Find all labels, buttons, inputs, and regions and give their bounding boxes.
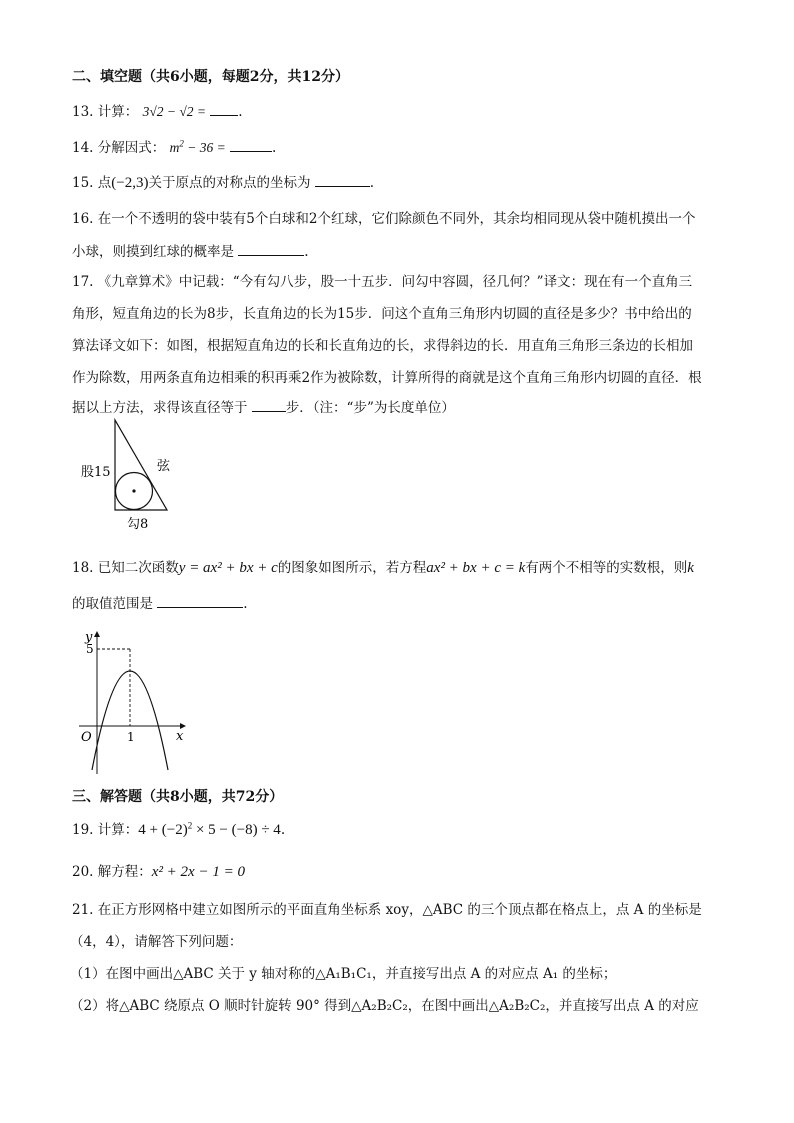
q17-text-5a: 据以上方法，求得该直径等于 [72,400,248,416]
q14-end: . [271,140,277,156]
question-18-line-1 [72,556,694,577]
q19-exponent: 2 [187,820,193,831]
q14-lead: 分解因式： [97,140,166,156]
q19-lead: 计算： [97,822,139,838]
q21-number: 21. [72,902,94,918]
question-21-line-1 [72,898,702,918]
q18-number: 18. [72,560,94,576]
q19-end: . [280,822,286,838]
question-17-line-2: 角形，短直角边的长为8步，长直角边的长为15步．问这个直角三角形内切圆的直径是多少？书中给出的 [72,306,692,322]
question-17-line-5 [72,396,455,416]
q19-expression-2: × 5 − (−8) ÷ 4 [192,822,281,838]
q17-triangle-figure [75,415,185,540]
q13-answer-blank[interactable] [210,103,238,116]
question-15 [72,171,374,192]
q13-lead: 计算： [97,104,139,120]
y-axis-label: y [85,630,93,645]
q19-number: 19. [72,822,94,838]
q15-number: 15. [72,175,94,191]
q15-answer-blank[interactable] [315,174,370,187]
question-18-line-2 [72,592,248,612]
question-21-part-2: （2）将△ABC 绕原点 O 顺时针旋转 90° 得到△A₂B₂C₂，在图中画出△A₂B₂C₂，并直接写出点 A 的对应 [70,998,699,1014]
q20-equation: x² + 2x − 1 = 0 [151,864,245,880]
q17-text-5b: 步．（注：“步”为长度单位） [285,400,455,416]
label-gou: 勾8 [127,517,149,532]
q18-mid: 的图象如图所示，若方程 [277,560,427,576]
question-19 [72,818,285,839]
q20-number: 20. [72,864,94,880]
q15-end: . [369,175,375,191]
q16-text-2: 小球，则摸到红球的概率是 [72,244,234,260]
question-21-line-2: （4，4），请解答下列问题： [70,934,243,950]
q18-mid2: 有两个不相等的实数根，则 [525,560,688,576]
q21-text-1: 在正方形网格中建立如图所示的平面直角坐标系 xoy，△ABC 的三个顶点都在格点上，点 A 的坐标是 [97,902,702,918]
q14-variable: m [169,140,180,155]
q16-text-1: 在一个不透明的袋中装有5个白球和2个红球，它们除颜色不同外，其余均相同现从袋中随机摸出一个 [97,211,696,227]
q17-text-1: 《九章算术》中记载：“今有勾八步，股一十五步．问勾中容圆，径几何？”译文：现在有一个直角三 [97,274,693,290]
question-17-line-4: 作为除数，用两条直角边相乘的积再乘2作为被除数，计算所得的商就是这个直角三角形内切圆的直径．根 [72,370,702,386]
q14-number: 14. [72,140,94,156]
q16-end: . [304,244,309,260]
question-16-line-1 [72,207,695,227]
q14-answer-blank[interactable] [230,139,272,152]
q15-lead: 点 [97,175,112,191]
q13-expression: 3√2 − √2 = [142,104,206,119]
q18-answer-blank[interactable] [157,595,243,608]
q14-expression: − 36 = [183,140,226,155]
q18-equation: ax² + bx + c = k [426,560,526,576]
q18-parabola-graph [75,628,195,778]
question-13 [72,100,243,120]
q18-text-2: 的取值范围是 [72,596,153,612]
x-tick-1: 1 [127,730,135,744]
q17-answer-blank[interactable] [252,399,286,412]
y-tick-5: 5 [86,642,94,656]
q13-end: . [238,104,243,120]
q14-exponent: 2 [179,138,184,149]
q15-point: (−2,3) [111,175,149,191]
q15-tail: 关于原点的对称点的坐标为 [148,175,311,191]
x-axis-label: x [176,729,184,744]
label-gu: 股15 [81,465,111,480]
section-2-heading: 二、填空题（共6小题，每题2分，共12分） [72,69,349,85]
q17-number: 17. [72,274,94,290]
q18-end: . [243,596,248,612]
question-16-line-2 [72,240,309,260]
question-17-line-3: 算法译文如下：如图，根据短直角边的长和长直角边的长，求得斜边的长．用直角三角形三条边的长相加 [72,338,693,354]
question-20 [72,860,245,881]
question-17-line-1 [72,270,692,290]
question-14 [72,136,276,156]
section-3-heading: 三、解答题（共8小题，共72分） [72,789,284,805]
question-21-part-1: （1）在图中画出△ABC 关于 y 轴对称的△A₁B₁C₁，并直接写出点 A 的对应点 A₁ 的坐标； [70,966,617,982]
q16-number: 16. [72,211,94,227]
q19-expression: 4 + (−2) [138,822,188,838]
q18-lead: 已知二次函数 [97,560,179,576]
q18-function: y = ax² + bx + c [178,560,278,576]
circle-center [132,489,135,492]
q13-number: 13. [72,104,94,120]
q16-answer-blank[interactable] [238,243,304,256]
q20-lead: 解方程： [97,864,152,880]
q18-k: k [687,560,694,576]
origin-label: O [81,730,92,745]
label-xian: 弦 [157,459,171,474]
